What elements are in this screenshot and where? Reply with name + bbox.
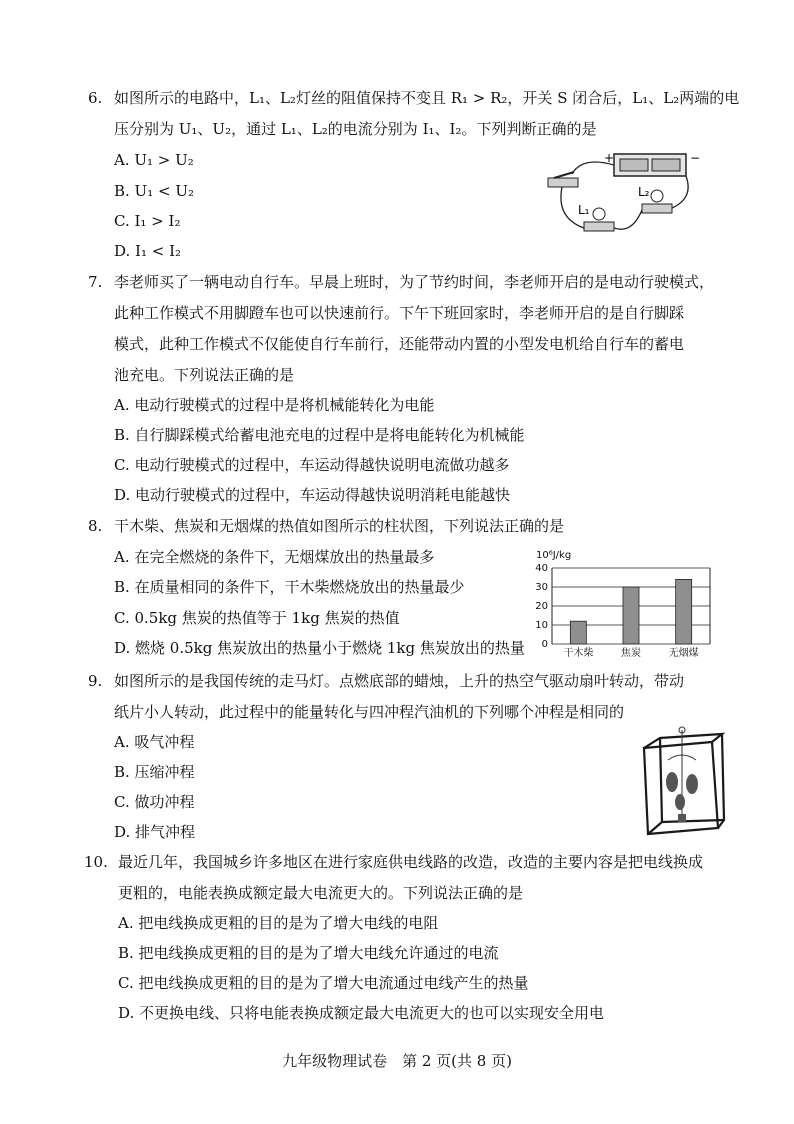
question-7-option-c: C. 电动行驶模式的过程中，车运动得越快说明电流做功越多 [114, 456, 510, 474]
chart-bar-0 [570, 621, 586, 644]
question-8-stem-line-1: 干木柴、焦炭和无烟煤的热值如图所示的柱状图，下列说法正确的是 [114, 517, 565, 535]
question-8-option-a: A. 在完全燃烧的条件下，无烟煤放出的热量最多 [114, 548, 435, 566]
question-9-option-d: D. 排气冲程 [114, 823, 196, 841]
question-6-stem-line-1: 如图所示的电路中，L₁、L₂灯丝的阻值保持不变且 R₁ > R₂，开关 S 闭合后，L₁、L₂两端的电 [114, 89, 740, 107]
chart-bar-2 [676, 579, 692, 644]
question-7-stem-line-2: 此种工作模式不用脚蹬车也可以快速前行。下午下班回家时，李老师开启的是自行脚踩 [114, 304, 685, 322]
question-10-option-d: D. 不更换电线、只将电能表换成额定最大电流更大的也可以实现安全用电 [118, 1004, 605, 1022]
question-7-number: 7. [88, 273, 103, 291]
lamp-l2-label: L₂ [638, 185, 650, 199]
question-8-number: 8. [88, 517, 103, 535]
chart-y-unit-label: 10⁶J/kg [536, 550, 572, 561]
question-6-stem-line-2: 压分别为 U₁、U₂，通过 L₁、L₂的电流分别为 I₁、I₂。下列判断正确的是 [114, 120, 597, 138]
question-7-stem-line-3: 模式，此种工作模式不仅能使自行车前行，还能带动内置的小型发电机给自行车的蓄电 [114, 335, 685, 353]
question-9-option-a: A. 吸气冲程 [114, 733, 195, 751]
question-9-number: 9. [88, 672, 103, 690]
revolving-lantern-image [636, 726, 726, 840]
question-7-stem-line-4: 池充电。下列说法正确的是 [114, 366, 295, 384]
chart-y-tick-label: 20 [535, 601, 548, 612]
chart-y-tick-label: 30 [535, 582, 548, 593]
question-8-option-b: B. 在质量相同的条件下，干木柴燃烧放出的热量最少 [114, 578, 465, 596]
question-6-option-d: D. I₁ < I₂ [114, 242, 182, 260]
question-7-option-d: D. 电动行驶模式的过程中，车运动得越快说明消耗电能越快 [114, 486, 511, 504]
question-10-number: 10. [84, 853, 108, 871]
heat-value-bar-chart [530, 546, 720, 658]
question-10-stem-line-1: 最近几年，我国城乡许多地区在进行家庭供电线路的改造，改造的主要内容是把电线换成 [118, 853, 704, 871]
chart-category-label: 无烟煤 [668, 648, 699, 658]
lamp-l1-label: L₁ [578, 203, 590, 217]
question-6-option-b: B. U₁ < U₂ [114, 182, 194, 200]
question-9-option-b: B. 压缩冲程 [114, 763, 195, 781]
question-9-stem-line-2: 纸片小人转动，此过程中的能量转化与四冲程汽油机的下列哪个冲程是相同的 [114, 703, 625, 721]
chart-category-label: 干木柴 [563, 648, 594, 658]
question-10-option-b: B. 把电线换成更粗的目的是为了增大电线允许通过的电流 [118, 944, 499, 962]
question-7-option-b: B. 自行脚踩模式给蓄电池充电的过程中是将电能转化为机械能 [114, 426, 525, 444]
chart-y-tick-label: 10 [535, 620, 548, 631]
chart-y-tick-label: 0 [541, 639, 548, 650]
question-9-stem-line-1: 如图所示的是我国传统的走马灯。点燃底部的蜡烛，上升的热空气驱动扇叶转动，带动 [114, 672, 685, 690]
question-7-stem-line-1: 李老师买了一辆电动自行车。早晨上班时，为了节约时间，李老师开启的是电动行驶模式， [114, 273, 715, 291]
question-10-option-a: A. 把电线换成更粗的目的是为了增大电线的电阻 [118, 914, 439, 932]
circuit-diagram [542, 148, 702, 243]
chart-category-label: 焦炭 [621, 648, 641, 658]
question-8-option-c: C. 0.5kg 焦炭的热值等于 1kg 焦炭的热值 [114, 609, 400, 627]
chart-bar-1 [623, 587, 639, 644]
question-8-option-d: D. 燃烧 0.5kg 焦炭放出的热量小于燃烧 1kg 焦炭放出的热量 [114, 639, 525, 657]
chart-y-tick-label: 40 [535, 563, 548, 574]
question-10-stem-line-2: 更粗的，电能表换成额定最大电流更大的。下列说法正确的是 [118, 884, 524, 902]
question-6-option-a: A. U₁ > U₂ [114, 151, 194, 169]
switch [548, 172, 578, 187]
battery-plus-label: + [604, 151, 615, 165]
page-footer: 九年级物理试卷 第 2 页(共 8 页) [282, 1052, 512, 1070]
battery-minus-label: − [690, 151, 701, 165]
question-9-option-c: C. 做功冲程 [114, 793, 195, 811]
question-6-option-c: C. I₁ > I₂ [114, 212, 181, 230]
question-10-option-c: C. 把电线换成更粗的目的是为了增大电流通过电线产生的热量 [118, 974, 529, 992]
question-6-number: 6. [88, 89, 103, 107]
question-7-option-a: A. 电动行驶模式的过程中是将机械能转化为电能 [114, 396, 435, 414]
battery-pack [614, 154, 686, 176]
